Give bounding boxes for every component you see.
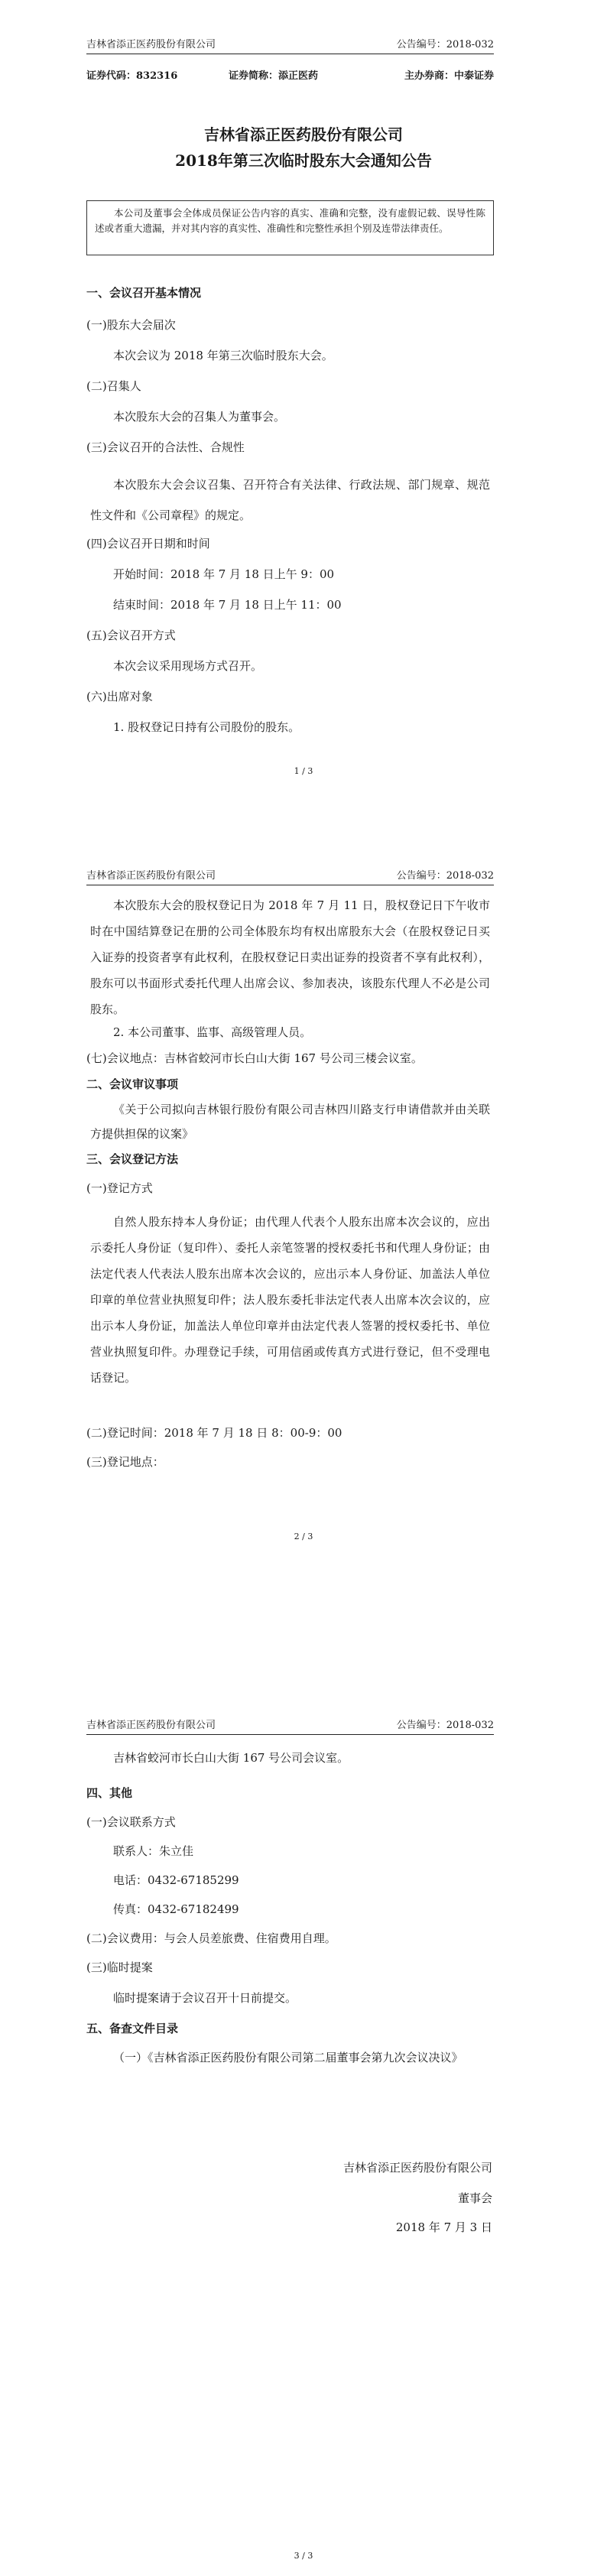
end-time: 结束时间：2018 年 7 月 18 日上午 11：00 — [113, 598, 342, 612]
subsection-1-7-location: (七)会议地点：吉林省蛟河市长白山大街 167 号公司三楼会议室。 — [86, 1051, 423, 1065]
section-heading-3: 三、会议登记方法 — [86, 1152, 179, 1166]
page-header — [86, 868, 494, 885]
page-number: 3 / 3 — [294, 2551, 313, 2561]
securities-code: 证券代码：832316 — [86, 70, 178, 82]
header-notice-no: 公告编号：2018-032 — [396, 1720, 494, 1731]
subsection-1-6: (六)出席对象 — [86, 690, 153, 703]
header-notice-no: 公告编号：2018-032 — [396, 39, 494, 50]
securities-broker: 主办券商：中泰证券 — [404, 70, 494, 82]
disclaimer-box: 本公司及董事会全体成员保证公告内容的真实、准确和完整，没有虚假记载、误导性陈述或者重大遗漏，并对其内容的真实性、准确性和完整性承担个别及连带法律责任。 — [86, 200, 494, 255]
subsection-4-1: (一)会议联系方式 — [86, 1815, 176, 1829]
subsection-4-3-text: 临时提案请于会议召开十日前提交。 — [113, 1991, 297, 2005]
page-header — [86, 37, 494, 54]
record-date-paragraph: 本次股东大会的股权登记日为 2018 年 7 月 11 日，股权登记日下午收市时在中国结算登记在册的公司全体股东均有权出席股东大会（在股权登记日买入证券的投资者享有此权利，在股权登记日卖出证券的投资者不享有此权利），股东可以书面形式委托代理人出席会议、参加表决，该股东代理人不必是公司股东。 — [90, 898, 490, 1016]
subsection-1-4: (四)会议召开日期和时间 — [86, 537, 210, 551]
page-3 — [0, 1717, 607, 2576]
header-company: 吉林省添正医药股份有限公司 — [86, 870, 216, 882]
section-heading-5: 五、备查文件目录 — [86, 2022, 179, 2035]
subsection-1-1: (一)股东大会届次 — [86, 318, 176, 332]
subsection-1-2-text: 本次股东大会的召集人为董事会。 — [113, 410, 286, 424]
page-number: 2 / 3 — [294, 1532, 313, 1541]
contact-fax: 传真：0432-67182499 — [113, 1902, 239, 1916]
section-heading-1: 一、会议召开基本情况 — [86, 286, 202, 300]
subsection-1-5-text: 本次会议采用现场方式召开。 — [113, 659, 263, 673]
header-company: 吉林省添正医药股份有限公司 — [86, 39, 216, 50]
reference-document: （一）《吉林省添正医药股份有限公司第二届董事会第九次会议决议》 — [113, 2051, 463, 2064]
page-1 — [0, 0, 607, 859]
registration-time: (二)登记时间：2018 年 7 月 18 日 8：00-9：00 — [86, 1426, 342, 1440]
attendee-item-2: 2. 本公司董事、监事、高级管理人员。 — [113, 1025, 312, 1039]
header-company: 吉林省添正医药股份有限公司 — [86, 1720, 216, 1731]
start-time: 开始时间：2018 年 7 月 18 日上午 9：00 — [113, 567, 335, 581]
registration-method-text: 自然人股东持本人身份证；由代理人代表个人股东出席本次会议的，应出示委托人身份证（复印件）、委托人亲笔签署的授权委托书和代理人身份证；由法定代表人代表法人股东出席本次会议的，应出示本人身份证、加盖法人单位印章的单位营业执照复印件；法人股东委托非法定代表人出席本次会议的，应出示本人身份证，加盖法人单位印章并由法定代表人签署的授权委托书、单位营业执照复印件。办理登记手续，可用信函或传真方式进行登记，但不受理电话登记。 — [90, 1215, 490, 1385]
signature-board: 董事会 — [457, 2191, 492, 2205]
section-heading-2: 二、会议审议事项 — [86, 1077, 179, 1091]
subsection-1-5: (五)会议召开方式 — [86, 629, 176, 642]
securities-short-name: 证券简称：添正医药 — [229, 70, 319, 82]
registration-location-label: (三)登记地点： — [86, 1455, 164, 1469]
subsection-4-3: (三)临时提案 — [86, 1960, 153, 1974]
subsection-1-3-text: 本次股东大会会议召集、召开符合有关法律、行政法规、部门规章、规范性文件和《公司章程》的规定。 — [90, 478, 490, 522]
registration-location: 吉林省蛟河市长白山大街 167 号公司会议室。 — [113, 1751, 349, 1765]
signature-company: 吉林省添正医药股份有限公司 — [342, 2161, 492, 2175]
subsection-1-2: (二)召集人 — [86, 379, 141, 393]
page-header — [86, 1717, 494, 1735]
subsection-4-2: (二)会议费用：与会人员差旅费、住宿费用自理。 — [86, 1931, 336, 1945]
page-2 — [0, 859, 607, 1717]
document-title-line1: 吉林省添正医药股份有限公司 — [204, 125, 403, 144]
page-number: 1 / 3 — [294, 766, 313, 776]
contact-phone: 电话：0432-67185299 — [113, 1873, 239, 1887]
agenda-item: 《关于公司拟向吉林银行股份有限公司吉林四川路支行申请借款并由关联方提供担保的议案》 — [90, 1103, 490, 1141]
attendee-item-1: 1. 股权登记日持有公司股份的股东。 — [113, 720, 300, 734]
subsection-3-1: (一)登记方式 — [86, 1181, 153, 1195]
document-title-line2: 2018年第三次临时股东大会通知公告 — [175, 151, 432, 170]
contact-person: 联系人：朱立佳 — [113, 1844, 194, 1858]
section-heading-4: 四、其他 — [86, 1786, 133, 1800]
subsection-1-1-text: 本次会议为 2018 年第三次临时股东大会。 — [113, 349, 333, 362]
header-notice-no: 公告编号：2018-032 — [396, 870, 494, 882]
subsection-1-3: (三)会议召开的合法性、合规性 — [86, 440, 245, 454]
signature-date: 2018 年 7 月 3 日 — [395, 2220, 492, 2234]
